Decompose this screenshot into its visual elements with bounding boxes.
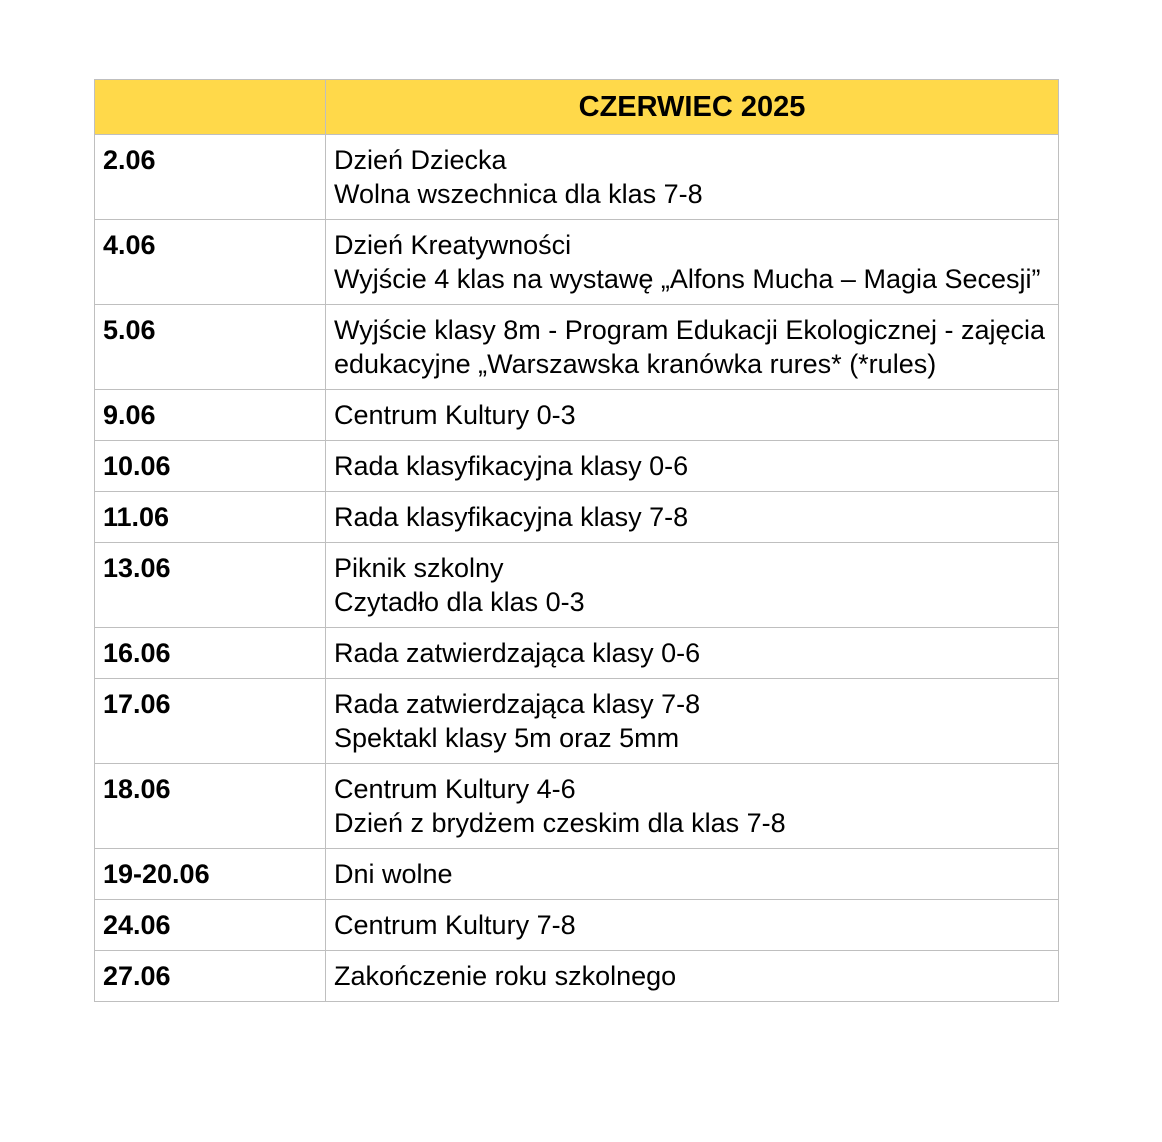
event-text: Zakończenie roku szkolnego	[334, 961, 677, 991]
event-cell	[326, 390, 1059, 441]
date-cell: 16.06	[95, 628, 326, 679]
event-cell	[326, 492, 1059, 543]
date-cell: 19-20.06	[95, 849, 326, 900]
date-cell: 5.06	[95, 305, 326, 390]
event-text: Centrum Kultury 7-8	[334, 910, 576, 940]
date-cell: 17.06	[95, 679, 326, 764]
month-title: CZERWIEC 2025	[326, 80, 1059, 135]
event-text: Dzień Dziecka	[334, 145, 507, 175]
event-cell	[326, 220, 1059, 305]
table-row	[95, 390, 1059, 441]
event-text: Rada klasyfikacyjna klasy 7-8	[334, 502, 689, 532]
header-row	[95, 80, 1059, 135]
event-text: Spektakl klasy 5m oraz 5mm	[334, 723, 680, 753]
event-cell	[326, 543, 1059, 628]
event-cell	[326, 764, 1059, 849]
event-text: Dzień Kreatywności	[334, 230, 572, 260]
schedule-body	[95, 80, 1059, 1002]
event-cell	[326, 900, 1059, 951]
event-cell	[326, 305, 1059, 390]
date-cell: 4.06	[95, 220, 326, 305]
event-text: Czytadło dla klas 0-3	[334, 587, 585, 617]
date-cell: 10.06	[95, 441, 326, 492]
date-cell: 11.06	[95, 492, 326, 543]
event-cell	[326, 679, 1059, 764]
event-text: Centrum Kultury 0-3	[334, 400, 576, 430]
event-text: Rada zatwierdzająca klasy 7-8	[334, 689, 701, 719]
table-row	[95, 679, 1059, 764]
table-row	[95, 764, 1059, 849]
date-cell: 13.06	[95, 543, 326, 628]
date-cell: 24.06	[95, 900, 326, 951]
event-cell	[326, 628, 1059, 679]
event-text: Wyjście klasy 8m - Program Edukacji Ekologicznej - zajęcia edukacyjne „Warszawska kranówka rures* (*rules)	[334, 315, 1053, 379]
table-row	[95, 900, 1059, 951]
date-cell: 2.06	[95, 135, 326, 220]
event-cell	[326, 135, 1059, 220]
table-row	[95, 849, 1059, 900]
header-date-cell	[95, 80, 326, 135]
table-row	[95, 441, 1059, 492]
date-cell: 9.06	[95, 390, 326, 441]
event-text: Wolna wszechnica dla klas 7-8	[334, 179, 703, 209]
table-row	[95, 220, 1059, 305]
table-row	[95, 628, 1059, 679]
event-text: Rada zatwierdzająca klasy 0-6	[334, 638, 701, 668]
event-text: Dni wolne	[334, 859, 453, 889]
schedule-table	[94, 79, 1059, 1002]
event-text: Centrum Kultury 4-6	[334, 774, 576, 804]
event-text: Piknik szkolny	[334, 553, 504, 583]
event-cell	[326, 441, 1059, 492]
table-row	[95, 543, 1059, 628]
date-cell: 27.06	[95, 951, 326, 1002]
event-text: Rada klasyfikacyjna klasy 0-6	[334, 451, 689, 481]
event-text: Dzień z brydżem czeskim dla klas 7-8	[334, 808, 786, 838]
event-text: Wyjście 4 klas na wystawę „Alfons Mucha – Magia Secesji”	[334, 264, 1041, 294]
event-cell	[326, 849, 1059, 900]
table-row	[95, 951, 1059, 1002]
table-row	[95, 492, 1059, 543]
event-cell	[326, 951, 1059, 1002]
date-cell: 18.06	[95, 764, 326, 849]
table-row	[95, 135, 1059, 220]
table-row	[95, 305, 1059, 390]
